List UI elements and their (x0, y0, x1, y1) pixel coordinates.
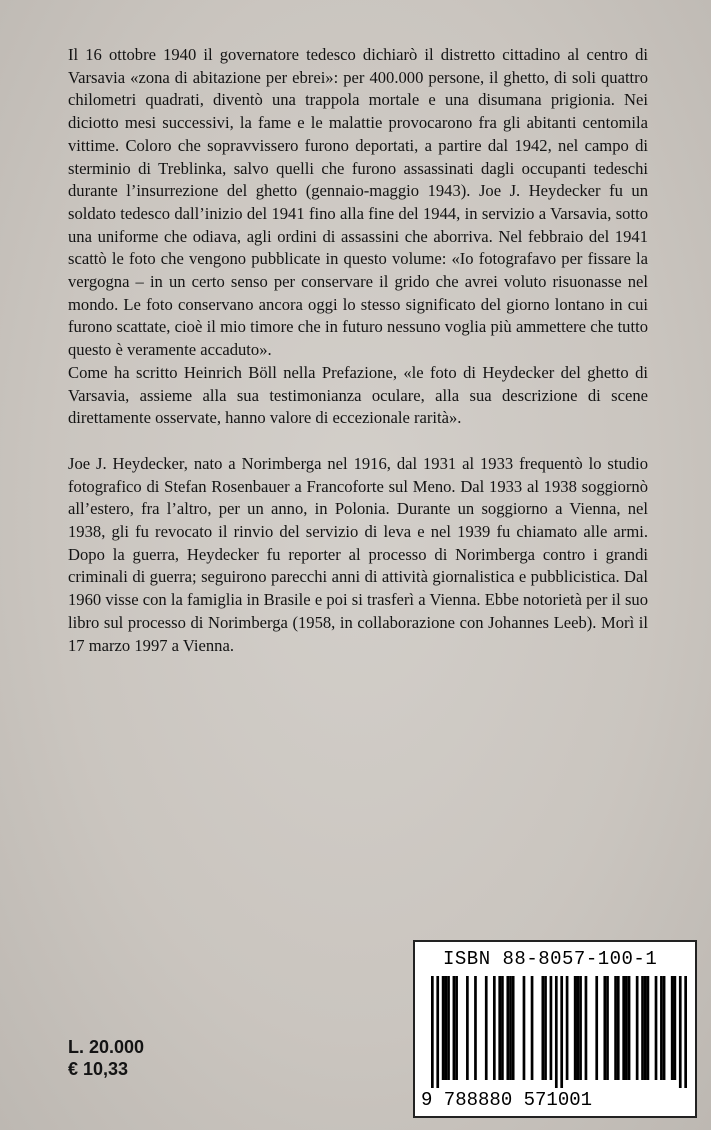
barcode-bar (501, 976, 504, 1080)
barcode-bar (474, 976, 477, 1080)
barcode-bar (603, 976, 606, 1080)
barcode-bar (585, 976, 588, 1080)
author-biography: Joe J. Heydecker, nato a Norimberga nel 1916, dal 1931 al 1933 frequentò lo studio fotografico di Stefan Rosenbauer a Francoforte sul Meno. Dal 1933 al 1938 soggiornò all’estero, fra l’altro, per un anno, in Polonia. Durante un soggiorno a Vienna, nel 1938, gli fu revocato il rinvio del servizio di leva e nel 1939 fu chiamato alle armi. Dopo la guerra, Heydecker fu reporter al processo di Norimberga contro i grandi criminali di guerra; seguirono parecchi anni di attività giornalistica e pubblicistica. Dal 1960 visse con la famiglia in Brasile e poi si trasferì a Vienna. Ebbe notorietà per il suo libro sul processo di Norimberga (1958, in collaborazione con Johannes Leeb). Morì il 17 marzo 1997 a Vienna. (68, 453, 648, 655)
barcode-bar (509, 976, 512, 1080)
barcode-bar (679, 976, 682, 1088)
barcode-bar (531, 976, 534, 1080)
barcode-bar (647, 976, 650, 1080)
barcode-bar (523, 976, 526, 1080)
barcode-bar (644, 976, 647, 1080)
barcode-bar (674, 976, 677, 1080)
barcode-bar (622, 976, 625, 1080)
barcode-bar (671, 976, 674, 1080)
barcode-bar (555, 976, 558, 1088)
blurb-paragraph-intro: Il 16 ottobre 1940 il governatore tedesco dichiarò il distretto cittadino al centro di Varsavia «zona di abitazione per ebrei»: per 400.000 persone, il ghetto, di soli quattro chilometri quadrati, diventò una trappola mortale e una disumana prigionia. Nei diciotto mesi successivi, la fame e le malattie provocarono fra gli abitanti centomila vittime. Coloro che sopravvissero furono deportati, a partire dal 1942, nel campo di sterminio di Treblinka, salvo quelli che furono assassinati dagli occupanti tedeschi durante l’insurrezione del ghetto (gennaio-maggio 1943). Joe J. Heydecker fu un soldato tedesco dall’inizio del 1941 fino alla fine del 1944, in servizio a Varsavia, sotto una uniforme che odiava, agli ordini di assassini che aborriva. Nel febbraio del 1941 scattò le foto che vengono pubblicate in questo volume: «Io fotografavo per fissare la vergogna – in un certo senso per conservare il grido che avrei voluto risuonasse nel mondo. Le foto conservano ancora oggi lo stesso significato del giorno lontano in cui furono scattate, cioè il mio timore che in futuro nessuno voglia più ammettere che tutto questo è veramente accaduto». (68, 45, 648, 360)
barcode-bar (444, 976, 447, 1080)
barcode-bar (442, 976, 445, 1080)
barcode-bar (625, 976, 628, 1080)
barcode-bar (485, 976, 488, 1080)
barcode-bar (493, 976, 496, 1080)
barcode-bar (550, 976, 553, 1080)
barcode-bar (655, 976, 658, 1080)
price-lire: L. 20.000 (68, 1037, 145, 1057)
barcode-bar (498, 976, 501, 1080)
ean-label: 9 788880 571001 (421, 1089, 593, 1111)
barcode-bar (660, 976, 663, 1080)
barcode-bar (684, 976, 687, 1088)
barcode-bar (595, 976, 598, 1080)
price-euro: € 10,33 (68, 1059, 129, 1079)
barcode-bar (544, 976, 547, 1080)
barcode-bar (577, 976, 580, 1080)
blurb-paragraph-boll-quote: Come ha scritto Heinrich Böll nella Prefazione, «le foto di Heydecker del ghetto di Varsavia, assieme alla sua testimonianza oculare, alla sua descrizione di scene direttamente osservate, hanno valore di eccezionale rarità». (68, 362, 648, 428)
blurb-text (68, 44, 648, 657)
barcode-bar (560, 976, 563, 1088)
barcode-bar (455, 976, 458, 1080)
barcode-bar (663, 976, 666, 1080)
barcode-bar (431, 976, 434, 1088)
barcode-bar (617, 976, 620, 1080)
barcode-bar (636, 976, 639, 1080)
barcode-bar (447, 976, 450, 1080)
barcode-bar (606, 976, 609, 1080)
barcode-bar (506, 976, 509, 1080)
barcode-bar (628, 976, 631, 1080)
barcode-bar (436, 976, 439, 1088)
barcode-bar (641, 976, 644, 1080)
price-block (68, 1036, 144, 1080)
barcode-bar (466, 976, 469, 1080)
barcode-bar (614, 976, 617, 1080)
isbn-label: ISBN 88-8057-100-1 (443, 948, 658, 970)
barcode-bar (574, 976, 577, 1080)
barcode-bar (512, 976, 515, 1080)
isbn-barcode (413, 940, 697, 1118)
barcode-bar (453, 976, 456, 1080)
barcode-bar (566, 976, 569, 1080)
barcode-bar (579, 976, 582, 1080)
barcode-bar (541, 976, 544, 1080)
barcode-bars (431, 976, 687, 1088)
